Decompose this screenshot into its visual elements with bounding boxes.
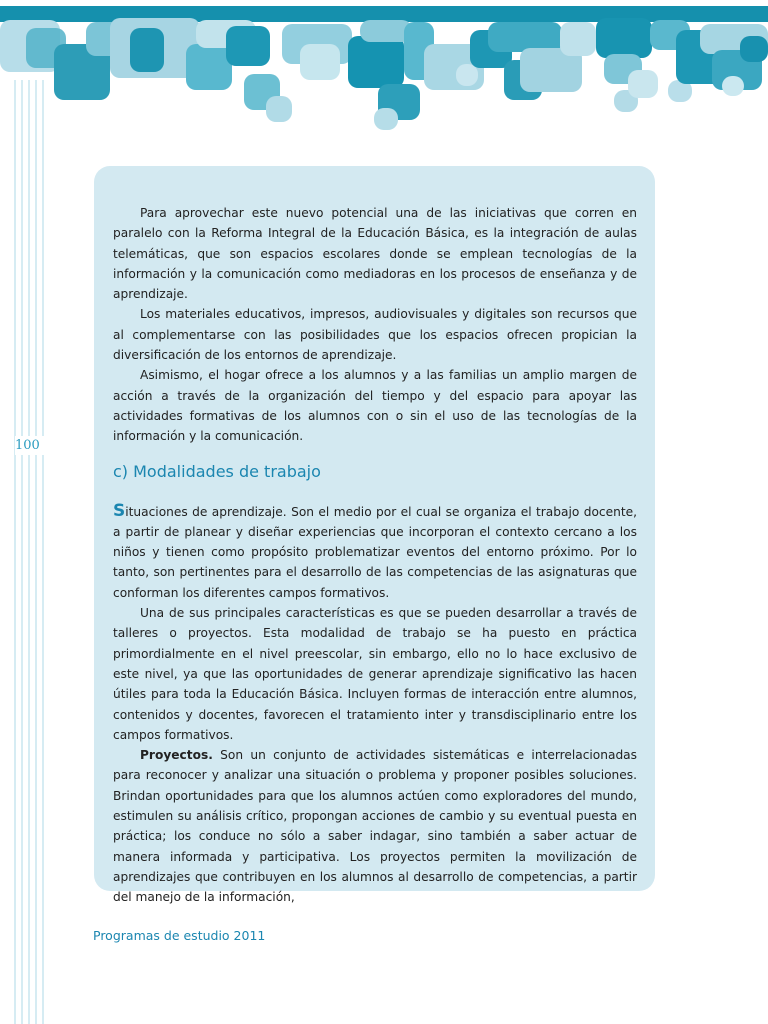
intro-paragraph-2: Los materiales educativos, impresos, audiovisuales y digitales son recursos que al complementarse con las posibilidades que los espacios ofrecen propician la diversificación de los entornos de aprendizaje. [113, 307, 637, 363]
caracteristicas-paragraph: Una de sus principales características es que se pueden desarrollar a través de talleres o proyectos. Esta modalidad de trabajo se ha puesto en práctica primordialmente en el nivel preescolar, sin embargo, ello no lo hace exclusivo de este nivel, ya que las oportunidades de generar aprendizaje significativo las hacen útiles para toda la Educación Básica. Incluyen formas de interacción entre alumnos, contenidos y docentes, favorecen el tratamiento inter y transdisciplinario entre los campos formativos. [113, 606, 637, 742]
proyectos-term: Proyectos. [140, 748, 213, 763]
decor-square [722, 76, 744, 96]
content-body [113, 203, 637, 908]
proyectos-paragraph [113, 745, 637, 907]
decor-line [28, 80, 30, 1024]
situaciones-paragraph [113, 501, 637, 603]
decor-square [374, 108, 398, 130]
situaciones-initial: S [113, 500, 126, 521]
footer-title: Programas de estudio 2011 [93, 928, 266, 943]
page-number: 100 [15, 436, 45, 455]
decorative-header-band [0, 0, 768, 140]
decor-square [348, 36, 404, 88]
decor-square [560, 22, 596, 56]
decor-square [266, 96, 292, 122]
decorative-vertical-lines [12, 80, 44, 1024]
decor-square [130, 28, 164, 72]
decor-line [14, 80, 16, 1024]
decor-square [300, 44, 340, 80]
decor-square [456, 64, 478, 86]
decor-line [35, 80, 37, 1024]
decor-square [596, 18, 652, 58]
intro-paragraph-1: Para aprovechar este nuevo potencial una de las iniciativas que corren en paralelo con la Reforma Integral de la Educación Básica, es la integración de aulas telemáticas, que son espacios escolares donde se emplean tecnologías de la información y la comunicación como mediadoras en los procesos de enseñanza y de aprendizaje. [113, 206, 637, 302]
decor-square [226, 26, 270, 66]
decor-square [740, 36, 768, 62]
situaciones-text: ituaciones de aprendizaje. Son el medio por el cual se organiza el trabajo docente, a partir de planear y diseñar experiencias que incorporan el contexto cercano a los niños y tienen como propósito problematizar eventos del entorno próximo. Por lo tanto, son pertinentes para el desarrollo de las competencias de las asignaturas que conforman los diferentes campos formativos. [113, 504, 637, 600]
proyectos-text: Son un conjunto de actividades sistemáticas e interrelacionadas para reconocer y analizar una situación o problema y proponer posibles soluciones. Brindan oportunidades para que los alumnos actúen como exploradores del mundo, estimulen su análisis crítico, propongan acciones de cambio y su eventual puesta en práctica; los conduce no sólo a saber indagar, sino también a saber actuar de manera informada y participativa. Los proyectos permiten la movilización de aprendizajes que contribuyen en los alumnos al desarrollo de competencias, a partir del manejo de la información, [113, 748, 637, 905]
intro-paragraph-3: Asimismo, el hogar ofrece a los alumnos y a las familias un amplio margen de acción a través de la organización del tiempo y del espacio para apoyar las actividades formativas de los alumnos con o sin el uso de las tecnologías de la información y la comunicación. [113, 368, 637, 444]
decor-line [42, 80, 44, 1024]
decor-line [21, 80, 23, 1024]
decor-square [628, 70, 658, 98]
section-heading: c) Modalidades de trabajo [113, 461, 321, 481]
